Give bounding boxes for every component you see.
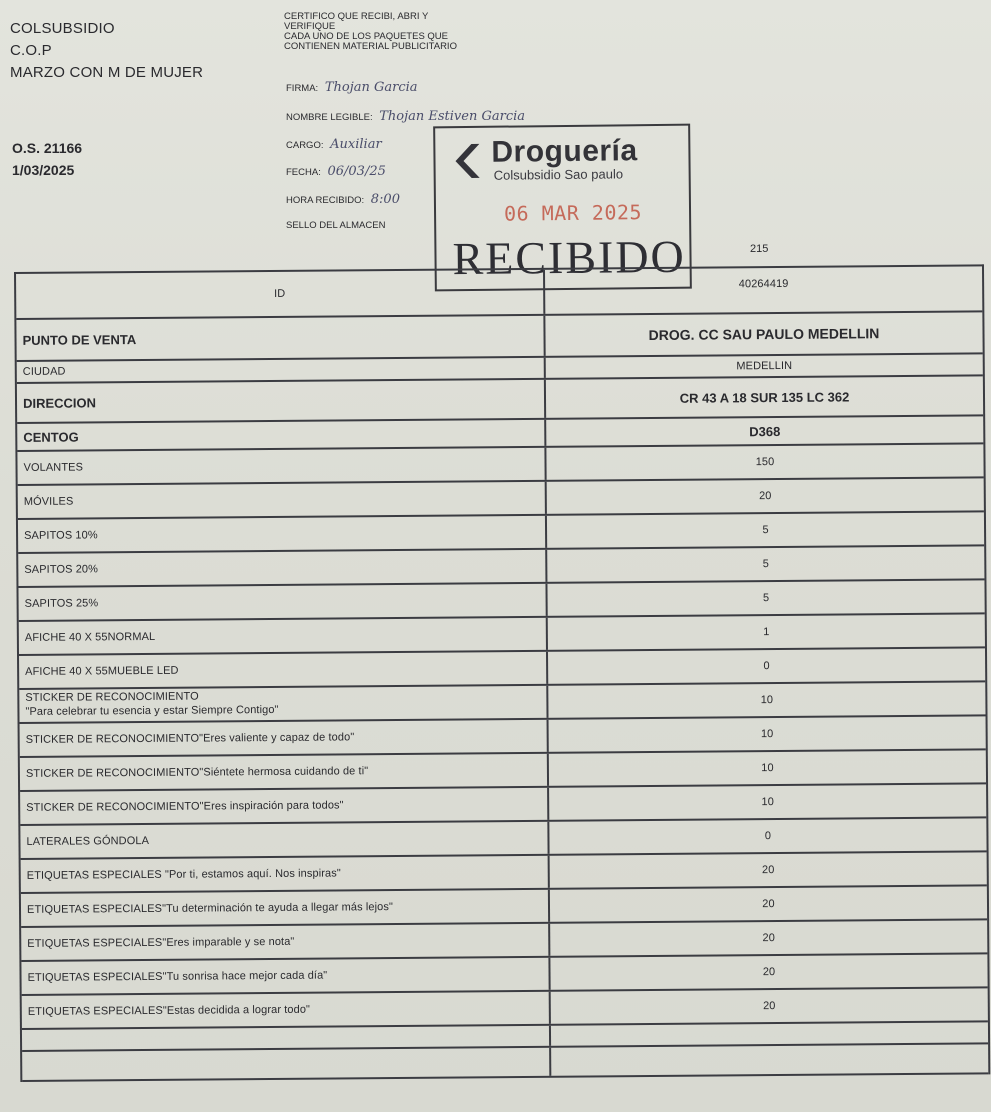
item-value: 0 [763,660,770,673]
item-value: 20 [763,1000,776,1013]
item-value-cell [547,580,984,615]
item-value: 5 [762,592,770,605]
item-label: ETIQUETAS ESPECIALES "Por ti, estamos aquí. Nos inspiras" [26,867,341,882]
item-value: 150 [755,456,775,469]
item-value: 20 [762,966,776,979]
item-value-cell [549,784,986,819]
fecha-field [286,164,386,179]
item-value: 20 [759,490,772,503]
item-label: AFICHE 40 X 55NORMAL [24,630,156,644]
cert-line: CONTIENEN MATERIAL PUBLICITARIO [284,40,457,52]
item-label-cell [22,992,551,1028]
item-value-cell [546,416,983,445]
cert-line: CADA UNO DE LOS PAQUETES QUE [284,30,449,42]
item-label: STICKER DE RECONOCIMIENTO"Siéntete hermosa cuidando de ti" [25,765,369,780]
certification-text [284,12,524,52]
item-label: STICKER DE RECONOCIMIENTO"Eres valiente y capaz de todo" [25,731,355,746]
hora-label: HORA RECIBIDO: [286,195,365,206]
id-label-cell [16,270,545,318]
item-value: 10 [760,728,774,741]
item-label-cell [16,316,545,360]
item-label: SAPITOS 25% [24,597,99,610]
item-value-cell [550,852,987,887]
item-label-cell [19,652,548,688]
order-block [12,138,82,181]
item-label-cell [20,788,549,824]
item-label-cell [18,584,547,620]
item-label-cell [22,1048,551,1080]
item-value-cell [548,614,985,649]
item-value-cell [551,1044,988,1075]
department: C.O.P [10,42,52,59]
item-label-cell [17,420,546,450]
stamp-brand: Droguería [491,134,638,169]
item-label-cell [20,754,549,790]
item-label-cell [18,550,547,586]
item-label: VOLANTES [23,461,84,474]
sello-label: SELLO DEL ALMACEN [286,220,386,231]
company-name: COLSUBSIDIO [10,20,115,37]
item-value-cell [549,818,986,853]
item-value-cell [546,354,983,377]
id-value: 40264419 [738,277,789,291]
item-value-cell [546,444,983,479]
item-value-cell [548,648,985,683]
item-label-cell [21,924,550,960]
item-label-quote: "Para celebrar tu esencia y estar Siempre Contigo" [25,703,279,718]
cert-line: VERIFIQUE [284,20,336,32]
item-value: 10 [760,694,774,707]
item-value: 20 [762,898,775,911]
item-value: 5 [762,558,769,571]
sello-field [286,220,385,231]
firma-field [286,80,418,95]
item-value-cell [548,682,985,717]
cargo-value: Auxiliar [330,137,382,152]
item-label-cell [21,958,550,994]
item-value: 20 [761,864,775,877]
item-value-cell [550,954,987,989]
item-value: 10 [761,796,774,809]
nombre-label: NOMBRE LEGIBLE: [286,112,373,123]
item-value: 10 [761,762,774,775]
id-label: ID [274,287,286,300]
item-value-cell [547,546,984,581]
stamp-date: 06 MAR 2025 [503,200,643,226]
table-body [16,312,988,1082]
item-value-cell [547,478,984,513]
item-value: DROG. CC SAU PAULO MEDELLIN [648,325,880,344]
table-row-id [16,266,982,320]
campaign-title: MARZO CON M DE MUJER [10,64,204,81]
hora-field [286,192,400,207]
item-label: ETIQUETAS ESPECIALES"Eres imparable y se nota" [27,935,295,950]
item-value: D368 [749,423,781,439]
item-value-cell [550,920,987,955]
item-label: MÓVILES [23,495,74,508]
table-row [22,1044,988,1082]
item-value-cell [551,988,988,1023]
inventory-table [14,264,990,1082]
item-label-cell [17,380,546,422]
cargo-field [286,137,382,152]
item-label: ETIQUETAS ESPECIALES"Tu determinación te ayuda a llegar más lejos" [26,901,393,916]
firma-signature: Thojan Garcia [324,80,418,95]
item-label-cell [19,686,548,722]
item-label-cell [21,856,550,892]
item-label-cell [21,890,550,926]
item-value: 20 [762,932,776,945]
page-number: 215 [750,243,769,255]
nombre-value: Thojan Estiven Garcia [379,109,526,124]
fecha-value: 06/03/25 [327,164,386,179]
brand-chevron-icon [453,142,481,180]
stamp-subtitle: Colsubsidio Sao paulo [493,166,624,183]
item-value-cell [549,716,986,751]
id-value-cell [545,266,982,313]
hora-value: 8:00 [370,192,400,207]
item-label-cell [22,1026,551,1050]
cert-line: CERTIFICO QUE RECIBI, ABRI Y [284,11,429,22]
item-label: SAPITOS 10% [24,529,98,542]
item-value: CR 43 A 18 SUR 135 LC 362 [679,388,850,406]
item-label-cell [20,822,549,858]
item-label: CIUDAD [22,365,66,378]
stamp-status: RECIBIDO [452,230,687,285]
firma-label: FIRMA: [286,83,319,94]
fecha-label: FECHA: [286,167,321,178]
item-label: SAPITOS 20% [24,563,99,576]
item-value-cell [545,312,982,355]
nombre-field [286,109,525,124]
item-value-cell [546,376,983,417]
item-label: STICKER DE RECONOCIMIENTO"Eres inspiración para todos" [26,799,344,814]
item-label-cell [18,516,547,552]
cargo-label: CARGO: [286,140,324,151]
item-value: 5 [762,524,769,537]
item-label: DIRECCION [22,394,97,411]
item-value: MEDELLIN [736,359,793,373]
item-value-cell [547,512,984,547]
item-value-cell [550,886,987,921]
item-label: ETIQUETAS ESPECIALES"Estas decidida a lograr todo" [27,1003,311,1018]
item-label-wrap [25,690,278,719]
item-value: 1 [763,626,770,639]
item-label-cell [17,358,546,382]
item-value-cell [549,750,986,785]
order-number: O.S. 21166 [12,140,83,156]
item-label: LATERALES GÓNDOLA [26,834,150,848]
item-label: ETIQUETAS ESPECIALES"Tu sonrisa hace mejor cada día" [27,969,328,984]
item-label: STICKER DE RECONOCIMIENTO [25,690,199,705]
item-label: PUNTO DE VENTA [22,331,137,348]
item-label: CENTOG [23,428,79,445]
header-company-block [10,18,270,84]
item-value: 0 [764,830,772,843]
item-label: AFICHE 40 X 55MUEBLE LED [25,664,179,678]
item-label-cell [18,482,547,518]
item-label-cell [17,448,546,484]
order-date: 1/03/2025 [12,161,75,178]
item-value-cell [551,1022,988,1045]
item-label-cell [19,618,548,654]
item-label-cell [20,720,549,756]
